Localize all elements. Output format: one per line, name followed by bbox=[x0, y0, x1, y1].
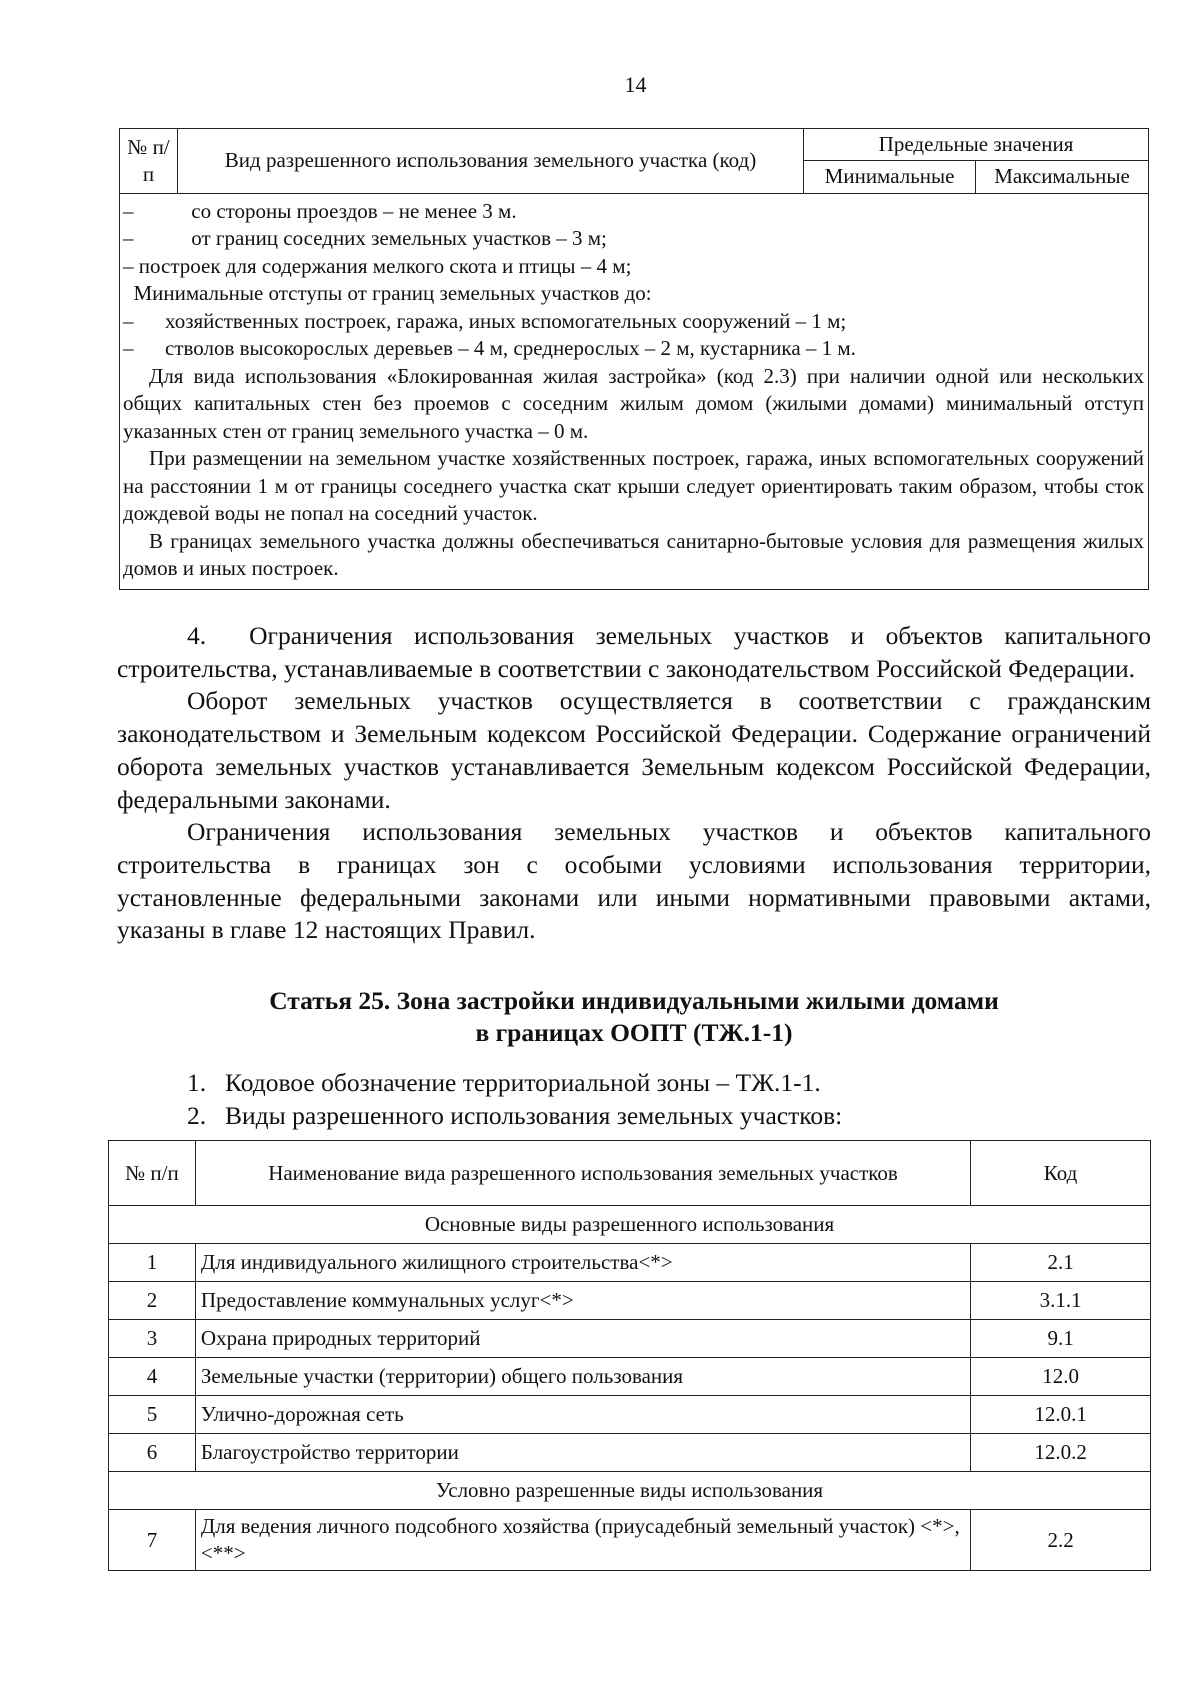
paragraph-zones: Ограничения использования земельных участков и объектов капитального строительства в границах зон с особыми условиями использования территории, установленные федеральными законами или иными нормативными правовыми актами, указаны в главе 12 настоящих Правил. bbox=[117, 817, 1151, 945]
uses-header-name: Наименование вида разрешенного использования земельных участков bbox=[195, 1141, 970, 1206]
limits-table bbox=[119, 128, 1149, 590]
row-code: 9.1 bbox=[971, 1320, 1151, 1358]
row-name: Земельные участки (территории) общего пользования bbox=[195, 1358, 970, 1396]
uses-header-num: № п/п bbox=[109, 1141, 196, 1206]
table-row bbox=[109, 1282, 1151, 1320]
section-conditional-uses: Условно разрешенные виды использования bbox=[109, 1472, 1151, 1510]
limits-paragraph: Для вида использования «Блокированная жилая застройка» (код 2.3) при наличии одной или нескольких общих капитальных стен без проемов с соседним жилым домом (жилыми домами) минимальный отступ указанных стен от границ земельного участка – 0 м. bbox=[123, 363, 1144, 443]
article-heading-line-1: Статья 25. Зона застройки индивидуальными жилыми домами bbox=[269, 986, 999, 1015]
limits-line: – от границ соседних земельных участков – 3 м; bbox=[123, 226, 607, 251]
row-num: 1 bbox=[109, 1244, 196, 1282]
row-num: 5 bbox=[109, 1396, 196, 1434]
numbered-list bbox=[117, 1066, 1151, 1132]
limits-paragraph: При размещении на земельном участке хозяйственных построек, гаража, иных вспомогательных сооружений на расстоянии 1 м от границы соседнего участка скат крыши следует ориентировать таким образом, чтобы сток дождевой воды не попал на соседний участок. bbox=[123, 446, 1144, 526]
page-number: 14 bbox=[624, 72, 647, 97]
list-item-text: Виды разрешенного использования земельных участков: bbox=[225, 1101, 843, 1130]
row-num: 3 bbox=[109, 1320, 196, 1358]
list-item-text: Кодовое обозначение территориальной зоны – ТЖ.1-1. bbox=[225, 1068, 821, 1097]
list-item-number: 1. bbox=[187, 1068, 207, 1097]
row-num: 6 bbox=[109, 1434, 196, 1472]
uses-header-code: Код bbox=[971, 1141, 1151, 1206]
row-name: Улично-дорожная сеть bbox=[195, 1396, 970, 1434]
limits-line: Минимальные отступы от границ земельных участков до: bbox=[123, 281, 652, 306]
limits-header-limits: Предельные значения bbox=[804, 129, 1149, 161]
section-main-uses: Основные виды разрешенного использования bbox=[109, 1206, 1151, 1244]
row-name: Благоустройство территории bbox=[195, 1434, 970, 1472]
limits-header-num: № п/п bbox=[120, 129, 178, 194]
uses-table bbox=[108, 1140, 1151, 1571]
limits-line: – стволов высокорослых деревьев – 4 м, среднерослых – 2 м, кустарника – 1 м. bbox=[123, 336, 856, 361]
table-row bbox=[109, 1244, 1151, 1282]
row-name: Для ведения личного подсобного хозяйства (приусадебный земельный участок) <*>, <**> bbox=[195, 1510, 970, 1571]
row-name: Охрана природных территорий bbox=[195, 1320, 970, 1358]
article-heading-line-2: в границах ООПТ (ТЖ.1-1) bbox=[475, 1018, 793, 1047]
row-code: 12.0.2 bbox=[971, 1434, 1151, 1472]
limits-line: – со стороны проездов – не менее 3 м. bbox=[123, 198, 517, 223]
row-num: 4 bbox=[109, 1358, 196, 1396]
row-code: 2.1 bbox=[971, 1244, 1151, 1282]
row-code: 12.0 bbox=[971, 1358, 1151, 1396]
row-name: Для индивидуального жилищного строительства<*> bbox=[195, 1244, 970, 1282]
row-code: 2.2 bbox=[971, 1510, 1151, 1571]
limits-line: – построек для содержания мелкого скота и птицы – 4 м; bbox=[123, 253, 632, 278]
limits-line: – хозяйственных построек, гаража, иных вспомогательных сооружений – 1 м; bbox=[123, 308, 847, 333]
table-row bbox=[109, 1510, 1151, 1571]
table-row bbox=[109, 1358, 1151, 1396]
paragraph-restrictions: 4. Ограничения использования земельных участков и объектов капитального строительства, устанавливаемые в соответствии с законодательством Российской Федерации. bbox=[117, 621, 1151, 683]
paragraph-turnover: Оборот земельных участков осуществляется в соответствии с гражданским законодательством и Земельным кодексом Российской Федерации. Содержание ограничений оборота земельных участков устанавливается Земельным кодексом Российской Федерации, федеральными законами. bbox=[117, 686, 1151, 814]
row-code: 12.0.1 bbox=[971, 1396, 1151, 1434]
limits-header-min: Минимальные bbox=[804, 161, 976, 193]
table-row bbox=[109, 1396, 1151, 1434]
list-item-number: 2. bbox=[187, 1101, 207, 1130]
limits-header-max: Максимальные bbox=[976, 161, 1149, 193]
row-code: 3.1.1 bbox=[971, 1282, 1151, 1320]
table-row bbox=[109, 1320, 1151, 1358]
limits-paragraph: В границах земельного участка должны обеспечиваться санитарно-бытовые условия для размещения жилых домов и иных построек. bbox=[123, 528, 1144, 581]
body-text bbox=[117, 620, 1151, 947]
limits-header-kind: Вид разрешенного использования земельного участка (код) bbox=[177, 129, 803, 194]
list-item bbox=[117, 1099, 1151, 1132]
row-num: 7 bbox=[109, 1510, 196, 1571]
list-item bbox=[117, 1066, 1151, 1099]
article-heading bbox=[117, 985, 1151, 1049]
row-num: 2 bbox=[109, 1282, 196, 1320]
limits-body-cell bbox=[120, 193, 1149, 589]
row-name: Предоставление коммунальных услуг<*> bbox=[195, 1282, 970, 1320]
table-row bbox=[109, 1434, 1151, 1472]
